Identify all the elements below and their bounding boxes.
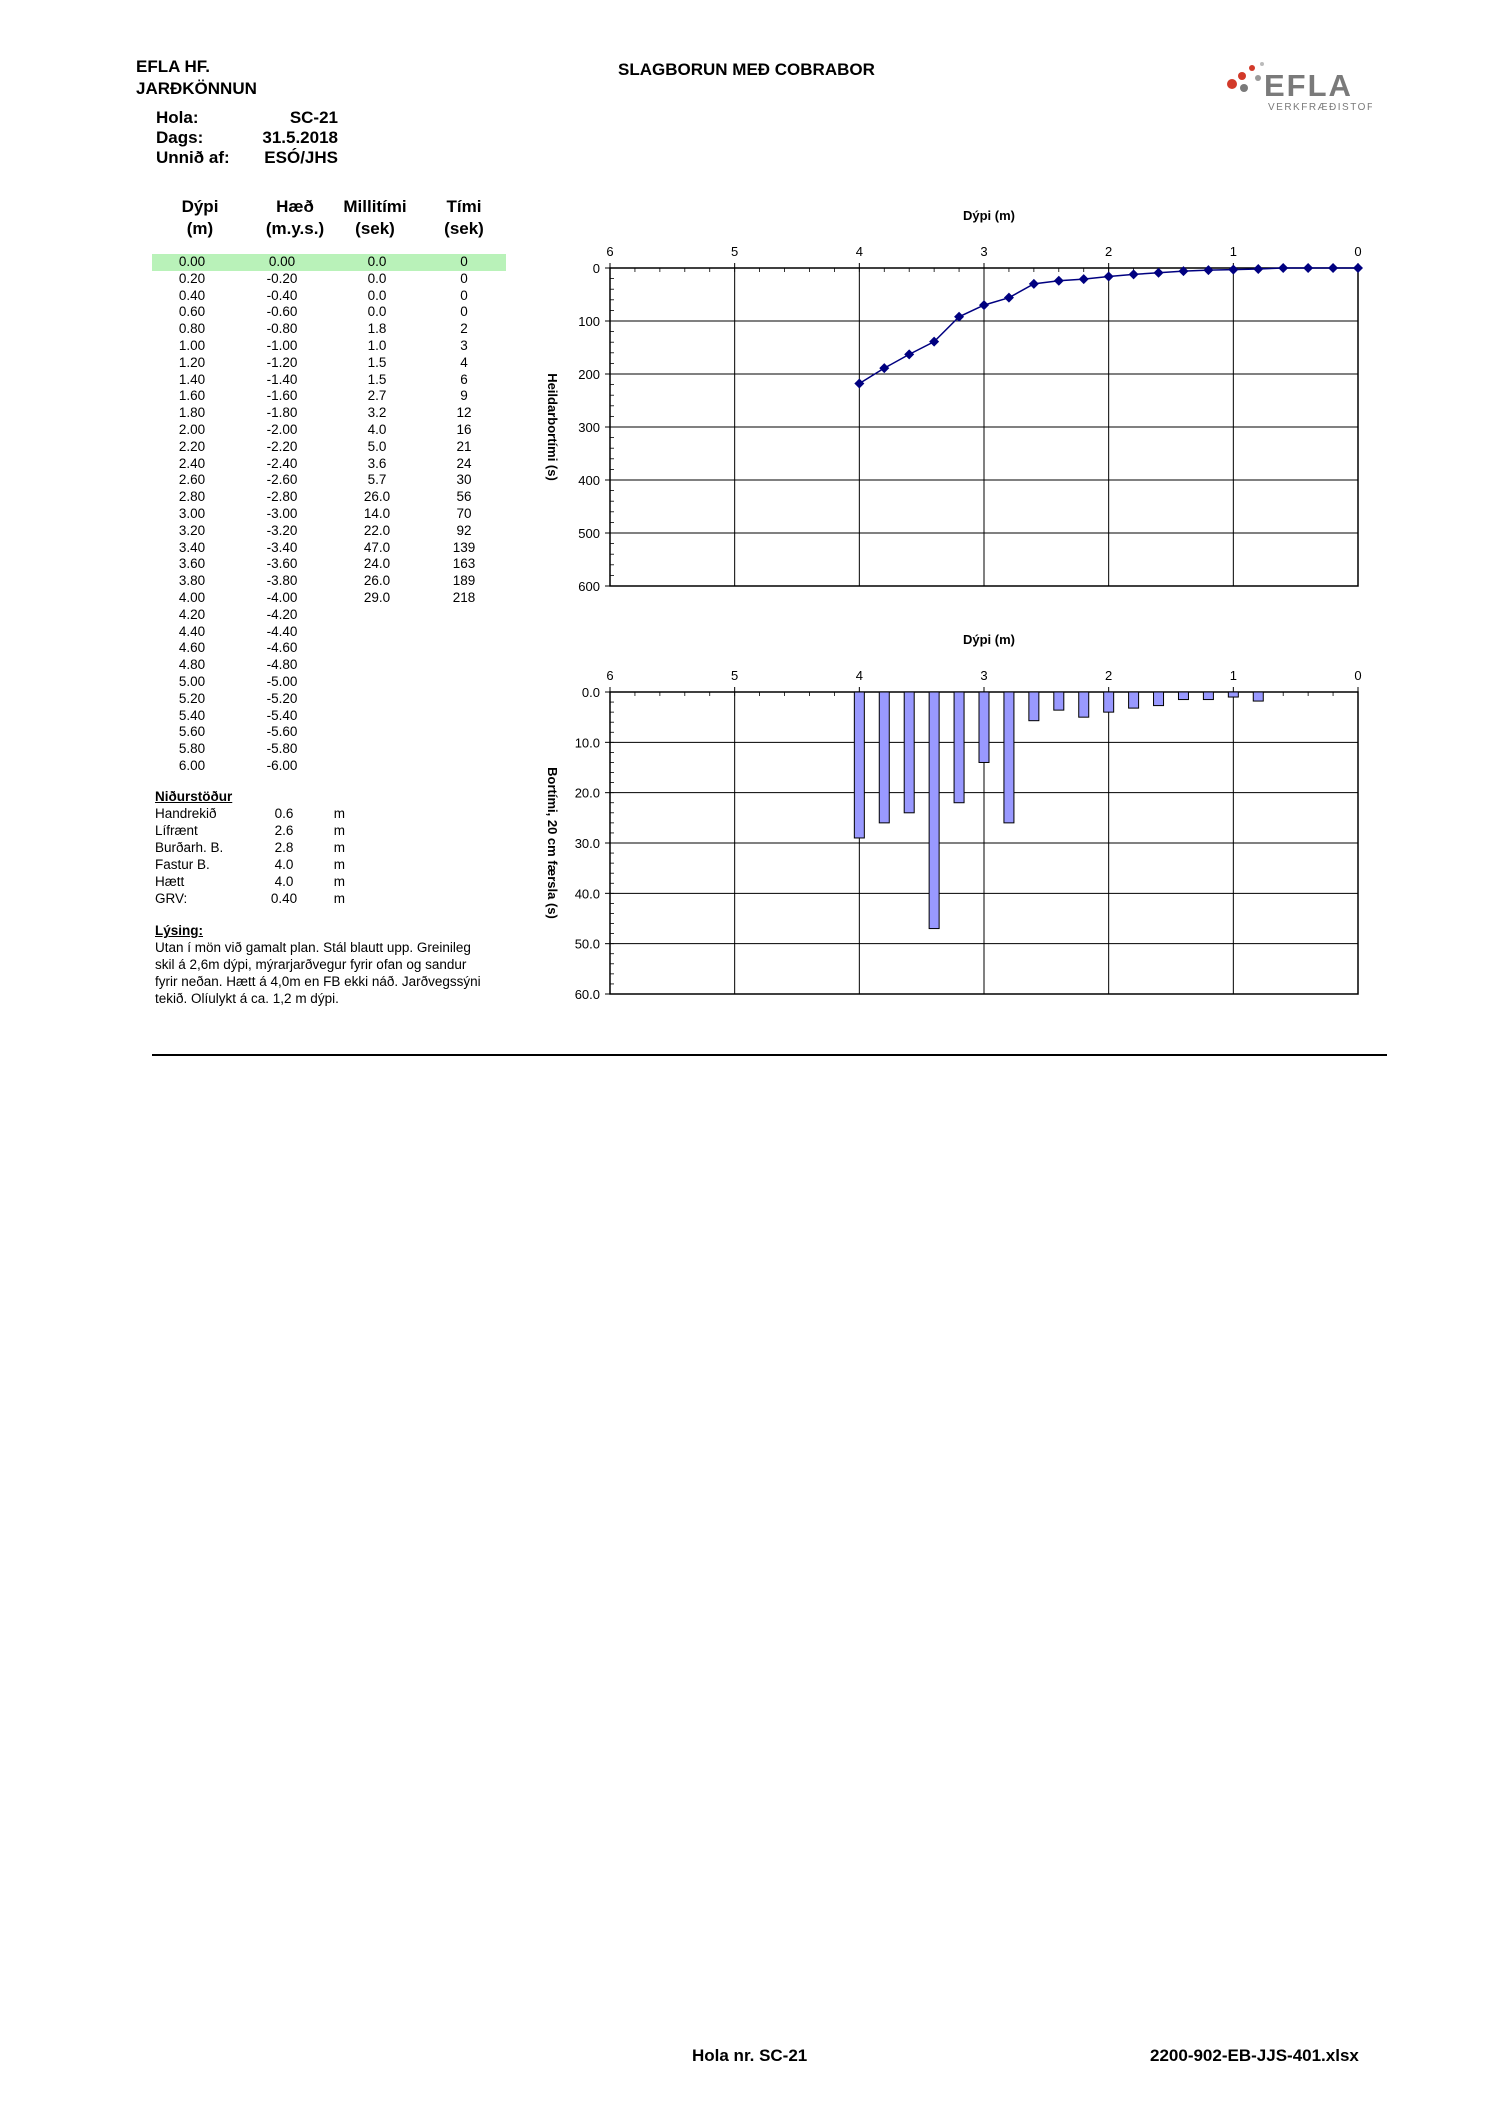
result-value: 2.6	[274, 823, 294, 838]
document-title: SLAGBORUN MEÐ COBRABOR	[618, 60, 875, 79]
table-cell: 4.80	[178, 657, 206, 673]
table-cell	[422, 640, 506, 657]
table-cell: 2.7	[367, 388, 387, 404]
table-row	[152, 691, 506, 708]
data-point-marker	[1253, 264, 1263, 274]
table-cell: -3.20	[266, 522, 298, 538]
table-cell: -4.00	[266, 589, 298, 605]
company-block	[136, 56, 257, 100]
results-block	[155, 788, 345, 907]
table-row	[152, 674, 506, 691]
table-row	[152, 388, 506, 405]
table-cell: 0	[460, 304, 468, 320]
table-cell	[422, 758, 506, 775]
table-cell	[332, 741, 422, 758]
table-cell: 4.20	[178, 606, 206, 622]
column-header-unit: (m)	[186, 219, 214, 238]
result-value: 2.8	[274, 840, 294, 855]
bar	[879, 692, 889, 823]
x-tick-label: 1	[1229, 244, 1237, 259]
bar	[1029, 692, 1039, 721]
y-tick-label: 20.0	[574, 785, 600, 801]
result-row	[155, 822, 345, 839]
y-tick-label: 300	[578, 420, 600, 435]
y-tick-label: 40.0	[574, 886, 600, 902]
column-header-line: Hæð	[276, 197, 314, 216]
table-row	[152, 338, 506, 355]
table-cell: -2.00	[266, 421, 298, 437]
data-point-marker	[1228, 265, 1238, 275]
table-cell: 1.5	[367, 354, 387, 370]
result-value: 4.0	[274, 874, 294, 889]
table-cell: 0.60	[178, 304, 206, 320]
y-tick-label: 0.0	[581, 685, 600, 700]
table-cell	[332, 674, 422, 691]
cumulative-time-line-chart	[520, 196, 1390, 606]
table-row	[152, 288, 506, 305]
bar	[1054, 692, 1064, 710]
table-cell: 30	[456, 472, 472, 488]
table-cell: 4.00	[178, 589, 206, 605]
hole-row	[156, 108, 338, 128]
table-cell: 12	[456, 405, 472, 421]
table-row	[152, 321, 506, 338]
y-tick-label: 0	[592, 261, 600, 276]
table-cell: 4.0	[367, 421, 387, 437]
table-cell	[332, 758, 422, 775]
data-table	[152, 254, 506, 775]
result-unit: m	[333, 806, 345, 821]
table-cell: 14.0	[363, 505, 391, 521]
table-row	[152, 372, 506, 389]
x-tick-label: 3	[980, 668, 988, 683]
table-row	[152, 640, 506, 657]
table-cell: 26.0	[363, 489, 391, 505]
result-row	[155, 839, 345, 856]
logo-dot-icon	[1238, 72, 1246, 80]
y-tick-label: 200	[578, 367, 600, 382]
table-row	[152, 607, 506, 624]
table-cell: 3.60	[178, 556, 206, 572]
column-header-depth	[160, 196, 240, 240]
table-cell: 6	[460, 371, 468, 387]
table-cell: 5.0	[367, 438, 387, 454]
bar	[954, 692, 964, 803]
result-unit: m	[333, 823, 345, 838]
bar	[1178, 692, 1188, 700]
table-cell	[422, 708, 506, 725]
table-row	[152, 741, 506, 758]
table-cell	[422, 607, 506, 624]
data-point-marker	[1004, 293, 1014, 303]
table-row	[152, 439, 506, 456]
hole-label: Hola:	[156, 108, 199, 127]
table-cell: 2	[460, 321, 468, 337]
table-row	[152, 556, 506, 573]
table-cell	[332, 640, 422, 657]
x-tick-label: 6	[606, 668, 614, 683]
table-row	[152, 254, 506, 271]
table-cell: 1.20	[178, 354, 206, 370]
hole-info	[156, 108, 338, 168]
table-cell: 1.0	[367, 337, 387, 353]
author-row	[156, 148, 338, 168]
table-cell: 3.6	[367, 455, 387, 471]
table-cell: -5.40	[266, 707, 298, 723]
column-header-line: Millitími	[343, 197, 407, 216]
table-cell: 1.5	[367, 371, 387, 387]
table-cell	[332, 657, 422, 674]
table-cell	[422, 657, 506, 674]
column-header-line: Tími	[446, 197, 482, 216]
bar	[1253, 692, 1263, 701]
x-tick-label: 2	[1105, 244, 1113, 259]
logo-dot-icon	[1240, 84, 1248, 92]
column-header-unit: (sek)	[355, 219, 395, 238]
result-value: 4.0	[274, 857, 294, 872]
bar	[1004, 692, 1014, 823]
table-cell: -5.80	[266, 741, 298, 757]
table-cell: 24	[456, 455, 472, 471]
table-cell: 70	[456, 505, 472, 521]
data-point-marker	[1079, 274, 1089, 284]
x-tick-label: 5	[731, 668, 739, 683]
table-cell: -0.60	[266, 304, 298, 320]
table-row	[152, 422, 506, 439]
table-cell: 0.0	[367, 287, 387, 303]
interval-time-bar-chart	[520, 620, 1390, 1010]
result-value: 0.6	[274, 806, 294, 821]
table-cell: 5.20	[178, 690, 206, 706]
hole-value: SC-21	[289, 108, 338, 127]
table-cell: -5.00	[266, 673, 298, 689]
table-cell: 3.20	[178, 522, 206, 538]
bar	[1104, 692, 1114, 712]
column-header-unit: (m.y.s.)	[265, 219, 325, 238]
table-cell: 5.7	[367, 472, 387, 488]
separator-line	[152, 1054, 1387, 1056]
table-cell: 0.0	[367, 254, 387, 269]
table-cell: 6.00	[178, 757, 206, 773]
bar	[929, 692, 939, 929]
table-cell: -2.40	[266, 455, 298, 471]
result-label: Burðarh. B.	[155, 840, 224, 855]
table-cell: 2.40	[178, 455, 206, 471]
bar	[854, 692, 864, 838]
logo-text: EFLA	[1264, 68, 1353, 103]
result-row	[155, 856, 345, 873]
table-row	[152, 724, 506, 741]
column-header-line: Dýpi	[181, 197, 219, 216]
y-tick-label: 30.0	[574, 836, 600, 851]
table-cell: 5.00	[178, 673, 206, 689]
footer-hole-ref: Hola nr. SC-21	[692, 2046, 808, 2065]
table-cell	[422, 624, 506, 641]
x-tick-label: 5	[731, 244, 739, 259]
table-cell: 1.8	[367, 321, 387, 337]
table-cell: 0.00	[178, 254, 206, 269]
result-row	[155, 805, 345, 822]
table-cell: -3.80	[266, 573, 298, 589]
data-point-marker	[854, 379, 864, 389]
description-title: Lýsing:	[155, 923, 204, 938]
table-cell: -0.40	[266, 287, 298, 303]
table-cell: 3	[460, 337, 468, 353]
data-point-marker	[1328, 263, 1338, 273]
department-name: JARÐKÖNNUN	[136, 79, 257, 98]
y-tick-label: 600	[578, 579, 600, 594]
logo-dot-icon	[1260, 62, 1264, 66]
table-cell	[422, 741, 506, 758]
table-row	[152, 540, 506, 557]
result-label: Lífrænt	[155, 823, 198, 838]
table-row	[152, 355, 506, 372]
table-cell: 26.0	[363, 573, 391, 589]
data-point-marker	[904, 349, 914, 359]
table-row	[152, 523, 506, 540]
table-cell: 2.20	[178, 438, 206, 454]
results-title: Niðurstöður	[155, 789, 233, 804]
bar	[1203, 692, 1213, 700]
result-unit: m	[333, 891, 345, 906]
table-cell: -2.80	[266, 489, 298, 505]
logo-dot-icon	[1255, 75, 1261, 81]
table-row	[152, 758, 506, 775]
column-header-time	[428, 196, 500, 240]
result-unit: m	[333, 840, 345, 855]
data-point-marker	[979, 300, 989, 310]
table-row	[152, 624, 506, 641]
table-cell: 0.80	[178, 321, 206, 337]
table-cell: 92	[456, 522, 472, 538]
bar	[904, 692, 914, 813]
y-axis-label: Heildarbortími (s)	[545, 373, 560, 481]
bar	[1154, 692, 1164, 706]
table-cell: -2.60	[266, 472, 298, 488]
table-cell: -5.20	[266, 690, 298, 706]
bar	[1079, 692, 1089, 717]
y-axis-label: Bortími, 20 cm færsla (s)	[545, 767, 560, 919]
table-cell: -2.20	[266, 438, 298, 454]
table-cell	[332, 607, 422, 624]
result-label: Hætt	[155, 874, 185, 889]
table-row	[152, 489, 506, 506]
table-cell: 56	[456, 489, 472, 505]
column-header-unit: (sek)	[444, 219, 484, 238]
result-label: GRV:	[155, 891, 188, 906]
table-cell: -5.60	[266, 724, 298, 740]
table-cell: 3.00	[178, 505, 206, 521]
footer-file-name: 2200-902-EB-JJS-401.xlsx	[1150, 2046, 1359, 2065]
y-tick-label: 100	[578, 314, 600, 329]
table-cell: 3.2	[367, 405, 387, 421]
table-cell: 2.60	[178, 472, 206, 488]
result-label: Fastur B.	[155, 857, 210, 872]
table-cell: 47.0	[363, 539, 391, 555]
date-value: 31.5.2018	[262, 128, 338, 147]
author-value: ESÓ/JHS	[264, 148, 338, 167]
table-cell: -6.00	[266, 757, 298, 773]
table-cell: 2.00	[178, 421, 206, 437]
table-cell: -4.60	[266, 640, 298, 656]
description-line: fyrir neðan. Hætt á 4,0m en FB ekki náð. Jarðvegssýni	[155, 974, 481, 989]
table-cell: -1.00	[266, 337, 298, 353]
x-tick-label: 0	[1354, 668, 1362, 683]
table-row	[152, 573, 506, 590]
table-cell: 1.40	[178, 371, 206, 387]
table-cell	[422, 691, 506, 708]
x-tick-label: 0	[1354, 244, 1362, 259]
table-cell: -1.80	[266, 405, 298, 421]
chart-title: Dýpi (m)	[963, 632, 1015, 647]
bar	[1228, 692, 1238, 697]
table-cell: -4.40	[266, 623, 298, 639]
table-cell: -1.20	[266, 354, 298, 370]
y-tick-label: 50.0	[574, 936, 600, 952]
table-cell: -1.40	[266, 371, 298, 387]
table-cell: 29.0	[363, 589, 391, 605]
x-tick-label: 4	[855, 668, 863, 683]
table-row	[152, 304, 506, 321]
table-cell: 5.60	[178, 724, 206, 740]
table-cell	[332, 708, 422, 725]
table-cell: 3.80	[178, 573, 206, 589]
table-cell: 2.80	[178, 489, 206, 505]
date-label: Dags:	[156, 128, 204, 147]
table-cell: 16	[456, 421, 472, 437]
table-cell: -4.80	[266, 657, 298, 673]
table-row	[152, 506, 506, 523]
data-point-marker	[879, 363, 889, 373]
description-line: skil á 2,6m dýpi, mýrarjarðvegur fyrir ofan og sandur	[155, 957, 467, 972]
table-cell: -0.20	[266, 270, 298, 286]
table-cell: 0.0	[367, 304, 387, 320]
result-value: 0.40	[270, 891, 298, 906]
result-unit: m	[333, 857, 345, 872]
logo-graphic	[1222, 56, 1372, 116]
table-cell: -3.60	[266, 556, 298, 572]
table-cell: 0	[460, 270, 468, 286]
table-cell	[422, 674, 506, 691]
table-cell: -0.80	[266, 321, 298, 337]
description-line: Utan í mön við gamalt plan. Stál blautt upp. Greinileg	[155, 940, 471, 955]
table-cell: 0	[460, 287, 468, 303]
data-point-marker	[1104, 271, 1114, 281]
bar	[1129, 692, 1139, 708]
x-tick-label: 2	[1105, 668, 1113, 683]
table-cell: 0	[460, 254, 468, 269]
table-cell: 163	[452, 556, 476, 572]
y-tick-label: 10.0	[574, 735, 600, 751]
table-cell: 218	[452, 589, 476, 605]
logo-dot-icon	[1227, 79, 1237, 89]
table-row	[152, 657, 506, 674]
result-row	[155, 890, 345, 907]
table-cell: 0.0	[367, 270, 387, 286]
company-name: EFLA HF.	[136, 57, 210, 76]
table-cell: 3.40	[178, 539, 206, 555]
column-header-interval-time	[330, 196, 420, 240]
bar	[979, 692, 989, 762]
x-tick-label: 4	[855, 244, 863, 259]
table-cell: 24.0	[363, 556, 391, 572]
table-cell: 4.60	[178, 640, 206, 656]
table-cell: 1.80	[178, 405, 206, 421]
description-line: tekið. Olíulykt á ca. 1,2 m dýpi.	[155, 991, 339, 1006]
logo-subtext: VERKFRÆÐISTOFA	[1268, 102, 1372, 113]
data-point-marker	[1054, 276, 1064, 286]
table-cell: 0.00	[268, 254, 296, 269]
table-cell: 4.40	[178, 623, 206, 639]
result-row	[155, 873, 345, 890]
description-block	[155, 922, 510, 1007]
table-cell: 22.0	[363, 522, 391, 538]
table-cell: 4	[460, 354, 468, 370]
table-cell: 9	[460, 388, 468, 404]
table-row	[152, 271, 506, 288]
result-unit: m	[333, 874, 345, 889]
table-cell: 5.80	[178, 741, 206, 757]
y-tick-label: 60.0	[574, 987, 600, 1002]
y-tick-label: 400	[578, 473, 600, 488]
data-point-marker	[1029, 279, 1039, 289]
table-cell: 0.40	[178, 287, 206, 303]
y-tick-label: 500	[578, 526, 600, 541]
data-point-marker	[1129, 269, 1139, 279]
logo-dot-icon	[1249, 65, 1255, 71]
table-row	[152, 590, 506, 607]
table-cell: -4.20	[266, 606, 298, 622]
table-cell: -3.00	[266, 505, 298, 521]
data-point-marker	[1303, 263, 1313, 273]
table-cell	[332, 624, 422, 641]
data-point-marker	[1353, 263, 1363, 273]
table-row	[152, 456, 506, 473]
table-cell: 0.20	[178, 270, 206, 286]
table-cell: -1.60	[266, 388, 298, 404]
table-cell: -3.40	[266, 539, 298, 555]
author-label: Unnið af:	[156, 148, 230, 167]
table-row	[152, 708, 506, 725]
table-cell	[422, 724, 506, 741]
table-cell: 1.60	[178, 388, 206, 404]
table-cell: 139	[452, 539, 476, 555]
x-tick-label: 3	[980, 244, 988, 259]
efla-logo	[1222, 56, 1372, 116]
chart-title: Dýpi (m)	[963, 208, 1015, 223]
table-row	[152, 472, 506, 489]
table-cell: 5.40	[178, 707, 206, 723]
data-point-marker	[1203, 265, 1213, 275]
data-point-marker	[1154, 268, 1164, 278]
x-tick-label: 1	[1229, 668, 1237, 683]
result-label: Handrekið	[155, 806, 217, 821]
x-tick-label: 6	[606, 244, 614, 259]
table-row	[152, 405, 506, 422]
table-cell	[332, 691, 422, 708]
table-cell: 1.00	[178, 337, 206, 353]
table-cell: 189	[452, 573, 476, 589]
table-cell	[332, 724, 422, 741]
date-row	[156, 128, 338, 148]
data-point-marker	[1278, 263, 1288, 273]
table-cell: 21	[456, 438, 472, 454]
